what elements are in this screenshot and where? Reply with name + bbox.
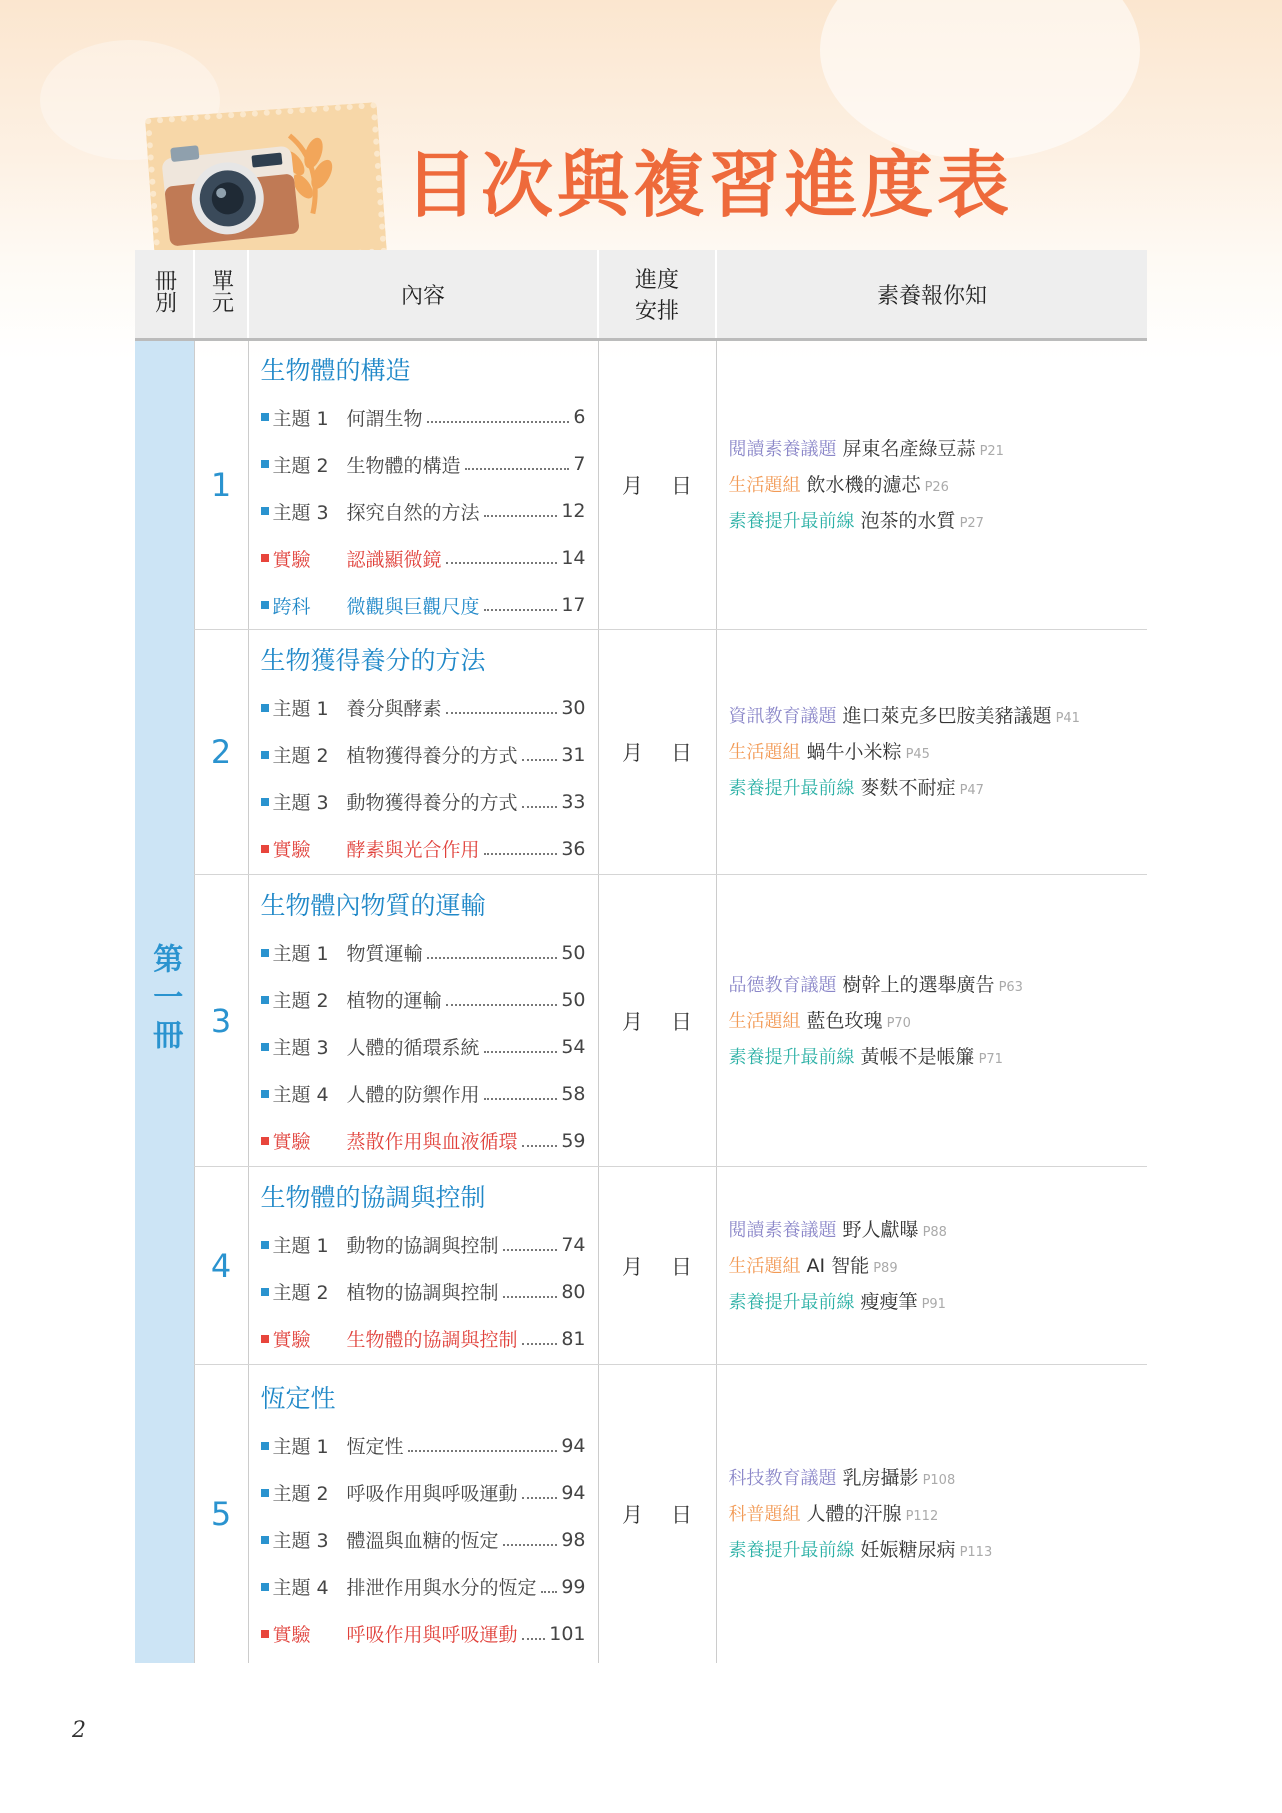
toc-entry[interactable]	[261, 684, 586, 731]
literacy-title: AI 智能	[806, 1254, 870, 1277]
header-schedule-line1: 進度	[634, 268, 679, 293]
entry-name: 排泄作用與水分的恆定	[346, 1577, 537, 1600]
literacy-page: P26	[924, 480, 949, 495]
toc-entry[interactable]	[261, 1563, 586, 1610]
literacy-item[interactable]	[729, 1039, 1148, 1075]
entry-page: 74	[561, 1233, 586, 1256]
toc-entry[interactable]	[261, 825, 586, 872]
dot-leader	[446, 1004, 558, 1006]
entry-tag: 主題 4	[272, 1084, 329, 1106]
literacy-item[interactable]	[729, 1532, 1148, 1568]
entry-name: 酵素與光合作用	[346, 839, 480, 861]
entry-tag: 主題 2	[272, 745, 329, 767]
literacy-category: 生活題組	[728, 475, 801, 496]
literacy-title: 飲水機的濾芯	[806, 474, 921, 496]
bullet-icon	[261, 1241, 269, 1249]
literacy-item[interactable]	[729, 431, 1148, 467]
entry-name: 呼吸作用與呼吸運動	[346, 1483, 518, 1506]
literacy-title: 野人獻曝	[842, 1218, 919, 1241]
dot-leader	[484, 853, 558, 855]
entry-page: 31	[561, 743, 586, 766]
bullet-icon	[261, 1536, 269, 1544]
unit-number: 5	[194, 1365, 248, 1663]
literacy-item[interactable]	[729, 967, 1148, 1003]
literacy-category: 資訊教育議題	[728, 706, 837, 727]
chapter-title[interactable]: 生物獲得養分的方法	[260, 646, 486, 675]
dot-leader	[484, 515, 558, 517]
schedule-month: 月	[622, 1009, 643, 1034]
literacy-item[interactable]	[729, 698, 1148, 734]
bullet-icon	[261, 413, 269, 421]
header-schedule	[598, 250, 716, 340]
bullet-icon	[261, 460, 269, 468]
toc-entry[interactable]	[261, 1221, 586, 1268]
entry-tag: 主題 2	[272, 1483, 329, 1506]
literacy-cell	[716, 340, 1147, 630]
unit-content	[248, 630, 598, 875]
literacy-page: P45	[905, 747, 930, 762]
toc-entry[interactable]	[261, 778, 586, 825]
entry-page: 101	[549, 1622, 586, 1645]
bullet-icon	[261, 554, 269, 562]
bullet-icon	[261, 507, 269, 515]
entry-page: 12	[561, 500, 586, 522]
literacy-category: 閱讀素養議題	[728, 1219, 837, 1241]
entry-tag: 實驗	[272, 1329, 311, 1351]
schedule-day: 日	[671, 741, 692, 765]
entry-name: 體溫與血糖的恆定	[346, 1530, 499, 1553]
unit-row	[135, 875, 1147, 1167]
literacy-title: 乳房攝影	[842, 1466, 919, 1489]
literacy-cell	[716, 875, 1147, 1167]
entry-tag: 主題 1	[272, 698, 329, 720]
entry-page: 6	[573, 406, 586, 428]
bullet-icon	[261, 1583, 269, 1591]
chapter-title[interactable]: 生物體的協調與控制	[260, 1183, 486, 1212]
toc-table	[135, 250, 1147, 1663]
literacy-title: 蝸牛小米粽	[806, 741, 902, 763]
toc-entry[interactable]	[261, 1268, 586, 1315]
entry-page: 33	[561, 790, 586, 813]
literacy-item[interactable]	[729, 1460, 1148, 1496]
entry-page: 94	[561, 1481, 586, 1504]
entry-name: 生物體的構造	[346, 454, 461, 477]
literacy-page: P47	[959, 783, 984, 798]
entry-name: 蒸散作用與血液循環	[346, 1131, 518, 1153]
entry-name: 植物的協調與控制	[346, 1282, 499, 1304]
literacy-item[interactable]	[729, 1212, 1148, 1248]
entry-page: 17	[561, 594, 586, 616]
unit-row	[135, 1167, 1147, 1365]
entry-page: 50	[561, 941, 586, 964]
literacy-cell	[716, 630, 1147, 875]
header-content: 內容	[248, 250, 598, 340]
toc-entry[interactable]	[261, 1516, 586, 1563]
dot-leader	[446, 562, 558, 564]
toc-entry[interactable]	[261, 1610, 586, 1657]
dot-leader	[427, 957, 558, 959]
toc-entry[interactable]	[261, 1422, 586, 1469]
unit-number: 3	[194, 875, 248, 1167]
entry-tag: 主題 1	[272, 1436, 329, 1459]
entry-tag: 實驗	[272, 1624, 311, 1647]
entry-page: 94	[561, 1434, 586, 1457]
dot-leader	[503, 1544, 558, 1546]
volume-cell	[135, 340, 194, 1663]
literacy-item[interactable]	[729, 734, 1148, 770]
entry-page: 7	[573, 453, 586, 475]
dot-leader	[408, 1450, 558, 1452]
toc-entry[interactable]	[261, 394, 586, 441]
literacy-category: 素養提升最前線	[728, 1291, 855, 1313]
entry-tag: 主題 3	[272, 792, 329, 814]
schedule-month: 月	[622, 474, 643, 498]
entry-name: 動物獲得養分的方式	[346, 792, 518, 814]
bullet-icon	[261, 1090, 269, 1098]
schedule-cell[interactable]	[598, 1167, 716, 1365]
dot-leader	[484, 609, 558, 611]
literacy-title: 藍色玫瑰	[806, 1009, 883, 1032]
entry-name: 植物的運輸	[346, 990, 442, 1012]
toc-entry[interactable]	[261, 1315, 586, 1362]
toc-entry[interactable]	[261, 488, 586, 535]
entry-tag: 主題 1	[272, 1235, 329, 1257]
bullet-icon	[261, 601, 269, 609]
dot-leader	[484, 1098, 558, 1100]
literacy-title: 進口萊克多巴胺美豬議題	[842, 705, 1052, 727]
literacy-category: 素養提升最前線	[728, 1046, 855, 1068]
unit-number: 2	[194, 630, 248, 875]
literacy-page: P71	[978, 1051, 1003, 1067]
bullet-icon	[261, 1043, 269, 1051]
bullet-icon	[261, 1489, 269, 1497]
literacy-page: P70	[886, 1015, 911, 1031]
dot-leader	[522, 1638, 546, 1640]
literacy-page: P108	[922, 1472, 956, 1488]
literacy-cell	[716, 1365, 1147, 1663]
entry-page: 80	[561, 1280, 586, 1303]
literacy-title: 樹幹上的選舉廣告	[842, 973, 995, 996]
dot-leader	[503, 1296, 558, 1298]
unit-content	[248, 340, 598, 630]
unit-row	[135, 340, 1147, 630]
bullet-icon	[261, 949, 269, 957]
schedule-month: 月	[622, 1502, 643, 1527]
toc-entry[interactable]	[261, 1023, 586, 1070]
entry-name: 微觀與巨觀尺度	[346, 595, 480, 618]
toc-entry[interactable]	[261, 1117, 586, 1164]
entry-name: 植物獲得養分的方式	[346, 745, 518, 767]
literacy-item[interactable]	[729, 1003, 1148, 1039]
entry-tag: 主題 2	[272, 454, 329, 477]
entry-tag: 跨科	[272, 595, 311, 618]
entry-name: 認識顯微鏡	[346, 548, 442, 571]
dot-leader	[522, 1145, 558, 1147]
chapter-title[interactable]: 生物體內物質的運輸	[260, 891, 486, 920]
toc-entry[interactable]	[261, 441, 586, 488]
unit-number: 4	[194, 1167, 248, 1365]
literacy-title: 泡茶的水質	[860, 510, 956, 532]
dot-leader	[446, 712, 558, 714]
bullet-icon	[261, 1288, 269, 1296]
literacy-title: 妊娠糖尿病	[860, 1538, 956, 1561]
chapter-title[interactable]: 恆定性	[260, 1384, 336, 1414]
bullet-icon	[261, 1137, 269, 1145]
bullet-icon	[261, 1630, 269, 1638]
schedule-month: 月	[622, 1254, 643, 1279]
entry-name: 呼吸作用與呼吸運動	[346, 1624, 518, 1647]
entry-page: 59	[561, 1129, 586, 1152]
entry-name: 人體的防禦作用	[346, 1084, 480, 1106]
toc-entry[interactable]	[261, 731, 586, 778]
header-unit: 單元	[194, 250, 248, 340]
toc-entry[interactable]	[261, 582, 586, 629]
entry-tag: 主題 3	[272, 1530, 329, 1553]
camera-icon	[145, 120, 355, 260]
literacy-category: 生活題組	[728, 742, 801, 763]
schedule-cell[interactable]	[598, 1365, 716, 1663]
entry-tag: 主題 3	[272, 1037, 329, 1059]
literacy-category: 生活題組	[728, 1255, 801, 1277]
entry-page: 99	[561, 1575, 586, 1598]
dot-leader	[465, 468, 570, 470]
literacy-title: 瘦瘦筆	[860, 1290, 918, 1313]
entry-tag: 主題 1	[272, 943, 329, 965]
literacy-title: 麥麩不耐症	[860, 777, 956, 799]
background-glow	[820, 0, 1140, 160]
dot-leader	[541, 1591, 558, 1593]
literacy-category: 科技教育議題	[728, 1467, 837, 1489]
literacy-item[interactable]	[729, 503, 1148, 539]
unit-content	[248, 1167, 598, 1365]
table-header-row	[135, 250, 1147, 340]
literacy-page: P27	[959, 516, 984, 531]
entry-tag: 主題 4	[272, 1577, 329, 1600]
literacy-item[interactable]	[729, 1284, 1148, 1320]
bullet-icon	[261, 1335, 269, 1343]
header-literacy: 素養報你知	[716, 250, 1147, 340]
literacy-category: 品德教育議題	[728, 974, 837, 996]
entry-tag: 主題 2	[272, 1282, 329, 1304]
literacy-category: 素養提升最前線	[728, 511, 855, 532]
entry-page: 54	[561, 1035, 586, 1058]
literacy-page: P88	[922, 1224, 947, 1240]
entry-tag: 主題 3	[272, 501, 329, 524]
schedule-day: 日	[671, 1254, 692, 1279]
unit-content	[248, 875, 598, 1167]
chapter-title[interactable]: 生物體的構造	[260, 355, 411, 385]
unit-number: 1	[194, 340, 248, 630]
literacy-category: 素養提升最前線	[728, 778, 855, 799]
entry-tag: 實驗	[272, 839, 311, 861]
entry-name: 恆定性	[346, 1436, 404, 1459]
entry-tag: 主題 2	[272, 990, 329, 1012]
entry-page: 30	[561, 696, 586, 719]
literacy-item[interactable]	[729, 467, 1148, 503]
toc-entry[interactable]	[261, 929, 586, 976]
entry-name: 何謂生物	[346, 407, 423, 430]
literacy-cell	[716, 1167, 1147, 1365]
literacy-category: 素養提升最前線	[728, 1539, 855, 1561]
unit-row	[135, 1365, 1147, 1663]
schedule-cell[interactable]	[598, 875, 716, 1167]
literacy-item[interactable]	[729, 1248, 1148, 1284]
dot-leader	[522, 806, 558, 808]
bullet-icon	[261, 798, 269, 806]
literacy-page: P113	[959, 1544, 993, 1560]
literacy-item[interactable]	[729, 770, 1148, 806]
schedule-cell[interactable]	[598, 630, 716, 875]
entry-page: 81	[561, 1327, 586, 1350]
entry-page: 14	[561, 547, 586, 569]
entry-name: 探究自然的方法	[346, 501, 480, 524]
entry-tag: 主題 1	[272, 407, 329, 430]
page-title: 目次與複習進度表	[405, 143, 1014, 227]
toc-entry[interactable]	[261, 1070, 586, 1117]
bullet-icon	[261, 996, 269, 1004]
literacy-page: P41	[1055, 711, 1080, 726]
unit-content	[248, 1365, 598, 1663]
dot-leader	[503, 1249, 558, 1251]
dot-leader	[484, 1051, 558, 1053]
literacy-title: 人體的汗腺	[806, 1502, 902, 1525]
dot-leader	[522, 759, 558, 761]
bullet-icon	[261, 751, 269, 759]
entry-page: 50	[561, 988, 586, 1011]
literacy-category: 閱讀素養議題	[728, 439, 837, 460]
literacy-page: P89	[873, 1260, 898, 1276]
toc-entry[interactable]	[261, 1469, 586, 1516]
header-schedule-line2: 安排	[634, 299, 679, 324]
entry-name: 動物的協調與控制	[346, 1235, 499, 1257]
entry-tag: 實驗	[272, 548, 311, 571]
literacy-title: 黃帳不是帳簾	[860, 1045, 975, 1068]
literacy-item[interactable]	[729, 1496, 1148, 1532]
toc-entry[interactable]	[261, 976, 586, 1023]
entry-page: 58	[561, 1082, 586, 1105]
literacy-title: 屏東名產綠豆蒜	[842, 438, 976, 460]
literacy-category: 科普題組	[728, 1503, 801, 1525]
entry-page: 98	[561, 1528, 586, 1551]
literacy-category: 生活題組	[728, 1010, 801, 1032]
dot-leader	[522, 1343, 558, 1345]
entry-name: 人體的循環系統	[346, 1037, 480, 1059]
page-number: 2	[72, 1718, 86, 1743]
bullet-icon	[261, 845, 269, 853]
header-volume: 冊別	[135, 250, 194, 340]
entry-name: 物質運輸	[346, 943, 423, 965]
entry-tag: 實驗	[272, 1131, 311, 1153]
schedule-day: 日	[671, 1009, 692, 1034]
literacy-page: P63	[998, 979, 1023, 995]
entry-name: 養分與酵素	[346, 698, 442, 720]
entry-name: 生物體的協調與控制	[346, 1329, 518, 1351]
literacy-page: P21	[979, 444, 1004, 459]
toc-entry[interactable]	[261, 535, 586, 582]
literacy-page: P91	[921, 1296, 946, 1312]
literacy-page: P112	[905, 1508, 939, 1524]
dot-leader	[522, 1497, 558, 1499]
dot-leader	[427, 421, 570, 423]
schedule-cell[interactable]	[598, 340, 716, 630]
schedule-day: 日	[671, 1502, 692, 1527]
unit-row	[135, 630, 1147, 875]
entry-page: 36	[561, 837, 586, 860]
schedule-month: 月	[622, 741, 643, 765]
volume-label: 第一冊	[147, 942, 183, 1057]
bullet-icon	[261, 1442, 269, 1450]
bullet-icon	[261, 704, 269, 712]
schedule-day: 日	[671, 474, 692, 498]
